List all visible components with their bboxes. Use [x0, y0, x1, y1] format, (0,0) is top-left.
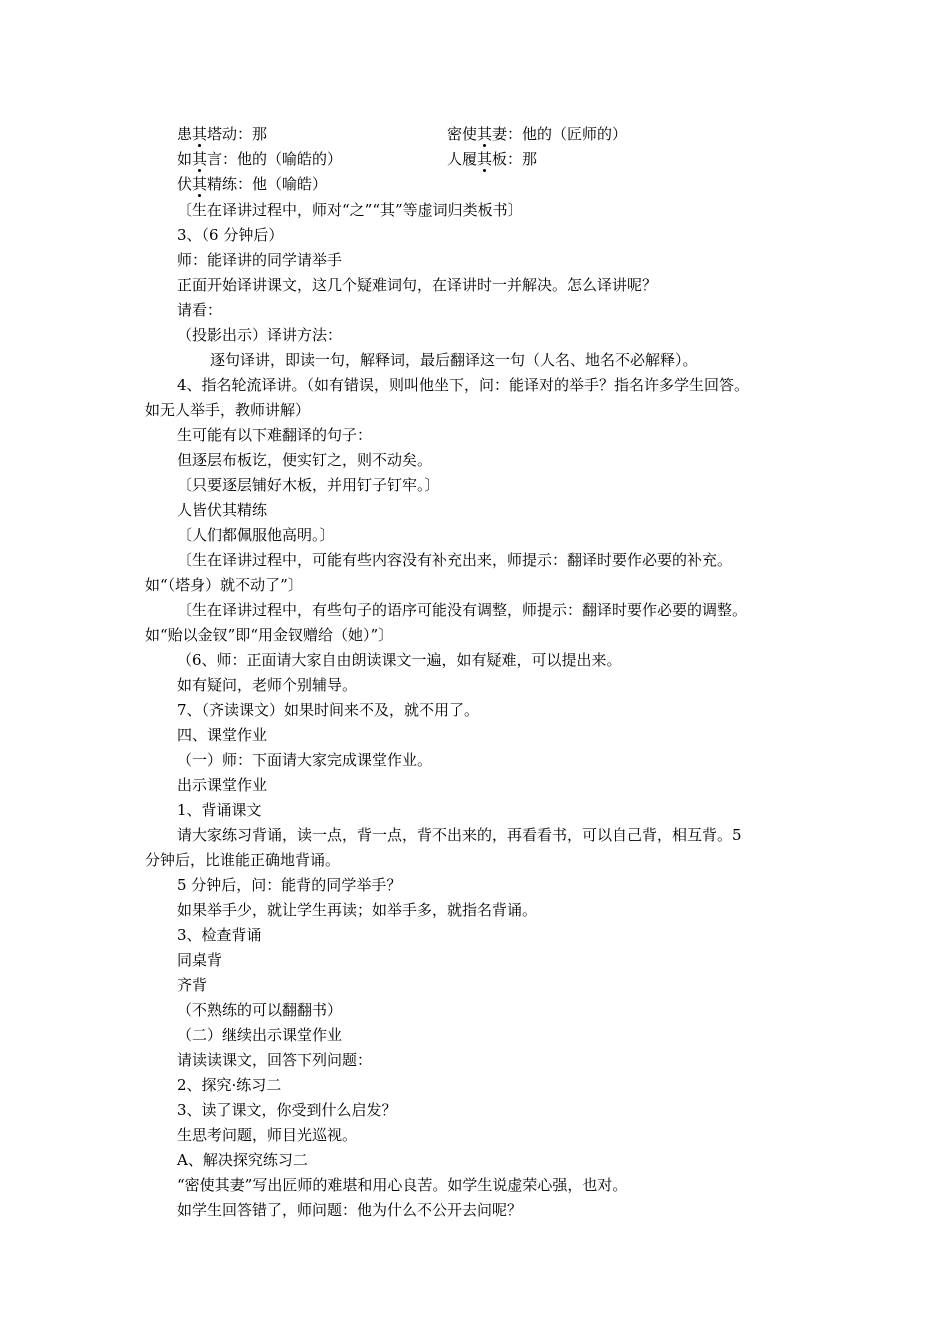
text-line: 7、（齐读课文）如果时间来不及，就不用了。: [177, 701, 480, 719]
text-line: （二）继续出示课堂作业: [177, 1026, 343, 1044]
text-line: 齐背: [177, 976, 208, 994]
text-line: 1、背诵课文: [177, 801, 262, 819]
text-line: 请看：: [177, 301, 223, 319]
text-line: （6、师：正面请大家自由朗读课文一遍，如有疑难，可以提出来。: [177, 651, 622, 669]
text-line: 如学生回答错了，师问题：他为什么不公开去问呢？: [177, 1201, 523, 1219]
text-line: 5 分钟后，问：能背的同学举手？: [177, 876, 402, 894]
text-line: 请读读课文，回答下列问题：: [177, 1051, 373, 1069]
section-heading: 四、课堂作业: [177, 726, 268, 744]
text-line: 〔生在译讲过程中，有些句子的语序可能没有调整，师提示：翻译时要作必要的调整。: [177, 601, 748, 619]
text-line: 3、（6 分钟后）: [177, 226, 284, 244]
text-line: （投影出示）译讲方法：: [177, 326, 343, 344]
text-line: （不熟练的可以翻翻书）: [177, 1001, 343, 1019]
text-line: 请大家练习背诵，读一点，背一点，背不出来的，再看看书，可以自己背，相互背。5: [177, 826, 742, 844]
text-line: 如“贻以金钗”即“用金钗赠给（她）”〕: [145, 626, 394, 644]
text-line: 但逐层布板讫，便实钉之，则不动矣。: [177, 451, 433, 469]
gloss-entry: 患其塔动：那: [177, 125, 268, 143]
emphasis-char: 其: [192, 150, 208, 168]
text-line: 生可能有以下难翻译的句子：: [177, 426, 373, 444]
text-line: 3、读了课文，你受到什么启发？: [177, 1101, 397, 1119]
text-line: 人皆伏其精练: [177, 501, 268, 519]
text-line: 如果举手少，就让学生再读；如举手多，就指名背诵。: [177, 901, 538, 919]
text-line: 〔生在译讲过程中，师对“之”“其”等虚词归类板书〕: [177, 201, 523, 219]
text-line: 4、指名轮流译讲。（如有错误，则叫他坐下，问：能译对的举手？指名许多学生回答。: [177, 376, 750, 394]
gloss-entry: 伏其精练：他（喻皓）: [177, 175, 328, 193]
text-line: 如“（塔身）就不动了”〕: [145, 576, 303, 594]
text-line: A、解决探究练习二: [177, 1151, 308, 1169]
text-line: （一）师：下面请大家完成课堂作业。: [177, 751, 433, 769]
text-line: 分钟后，比谁能正确地背诵。: [145, 851, 341, 869]
text-line: 〔人们都佩服他高明。〕: [177, 526, 335, 544]
text-line: 生思考问题，师目光巡视。: [177, 1126, 358, 1144]
text-line: 〔生在译讲过程中，可能有些内容没有补充出来，师提示：翻译时要作必要的补充。: [177, 551, 733, 569]
emphasis-char: 其: [477, 125, 493, 143]
text-line: 同桌背: [177, 951, 223, 969]
text-line: “密使其妻”写出匠师的难堪和用心良苦。如学生说虚荣心强，也对。: [177, 1176, 628, 1194]
gloss-entry: 如其言：他的（喻皓的）: [177, 150, 343, 168]
text-line: 出示课堂作业: [177, 776, 268, 794]
text-line: 逐句译讲，即读一句，解释词，最后翻译这一句（人名、地名不必解释）。: [210, 351, 698, 369]
gloss-entry: 密使其妻：他的（匠师的）: [447, 125, 628, 143]
text-line: 如有疑问，老师个别辅导。: [177, 676, 358, 694]
text-line: 〔只要逐层铺好木板，并用钉子钉牢。〕: [177, 476, 440, 494]
text-line: 师：能译讲的同学请举手: [177, 251, 343, 269]
emphasis-char: 其: [192, 175, 208, 193]
text-line: 正面开始译讲课文，这几个疑难词句，在译讲时一并解决。怎么译讲呢？: [177, 276, 658, 294]
text-line: 如无人举手，教师讲解）: [145, 401, 311, 419]
text-line: 3、检查背诵: [177, 926, 262, 944]
emphasis-char: 其: [192, 125, 208, 143]
text-line: 2、探究·练习二: [177, 1076, 282, 1094]
gloss-entry: 人履其板：那: [447, 150, 538, 168]
emphasis-char: 其: [477, 150, 493, 168]
